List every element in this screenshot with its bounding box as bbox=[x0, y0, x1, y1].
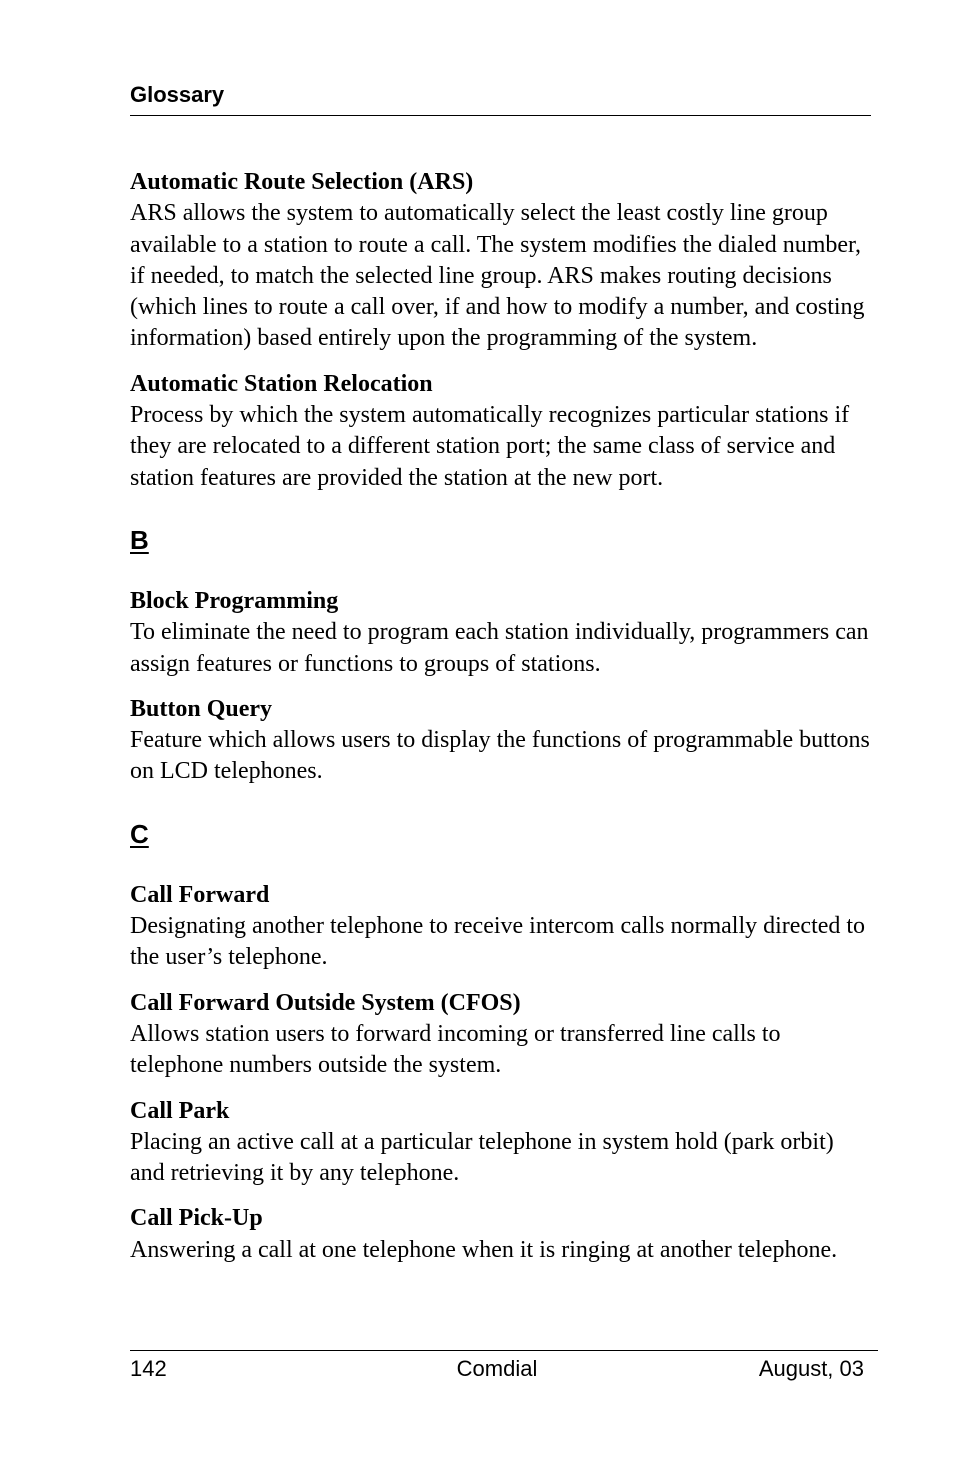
glossary-definition: To eliminate the need to program each station individually, programmers can assign features or functions to groups of stations. bbox=[130, 619, 869, 677]
glossary-definition: Designating another telephone to receive intercom calls normally directed to the user’s telephone. bbox=[130, 913, 866, 971]
glossary-entry bbox=[130, 880, 870, 974]
glossary-term: Automatic Route Selection (ARS) bbox=[130, 169, 474, 195]
glossary-entry bbox=[130, 988, 870, 1082]
header-rule bbox=[130, 115, 871, 116]
footer-rule bbox=[130, 1350, 878, 1351]
running-header: Glossary bbox=[130, 82, 225, 107]
glossary-entry bbox=[130, 167, 870, 355]
glossary-content bbox=[130, 167, 870, 1280]
glossary-term: Call Pick-Up bbox=[130, 1205, 263, 1232]
glossary-definition: Allows station users to forward incoming or transferred line calls to telephone numbers outside the system. bbox=[130, 1020, 781, 1079]
glossary-entry bbox=[130, 1096, 870, 1190]
footer-publisher: Comdial bbox=[456, 1356, 538, 1381]
glossary-definition: Feature which allows users to display the functions of programmable buttons on LCD telephones. bbox=[130, 727, 870, 785]
glossary-term: Button Query bbox=[130, 695, 273, 722]
glossary-term: Call Park bbox=[130, 1097, 230, 1124]
glossary-section-a bbox=[130, 167, 870, 494]
glossary-section-b bbox=[130, 525, 870, 788]
footer-date: August, 03 bbox=[758, 1356, 864, 1381]
section-letter-heading: C bbox=[130, 818, 149, 849]
glossary-entry bbox=[130, 1203, 870, 1266]
glossary-term: Automatic Station Relocation bbox=[130, 370, 433, 397]
glossary-entry bbox=[130, 586, 870, 680]
footer-page-number: 142 bbox=[130, 1356, 167, 1381]
section-letter-heading: B bbox=[130, 524, 149, 555]
glossary-definition: Placing an active call at a particular telephone in system hold (park orbit) and retrieving it by any telephone. bbox=[130, 1128, 834, 1187]
glossary-definition: ARS allows the system to automatically select the least costly line group available to a station to route a call. The system modifies the dialed number, if needed, to match the selected line group. ARS makes routing decisions (which lines to route a call over, if and how to modify a number, and costing information) based entirely upon the programming of the system. bbox=[130, 200, 865, 352]
glossary-definition: Answering a call at one telephone when it is ringing at another telephone. bbox=[130, 1236, 838, 1263]
glossary-term: Call Forward Outside System (CFOS) bbox=[130, 989, 521, 1016]
glossary-entry bbox=[130, 369, 870, 494]
glossary-definition: Process by which the system automatically recognizes particular stations if they are relocated to a different station port; the same class of service and station features are provided the station at the new port. bbox=[130, 402, 850, 491]
glossary-term: Call Forward bbox=[130, 881, 270, 908]
glossary-term: Block Programming bbox=[130, 587, 339, 614]
glossary-entry bbox=[130, 694, 870, 788]
glossary-section-c bbox=[130, 819, 870, 1266]
